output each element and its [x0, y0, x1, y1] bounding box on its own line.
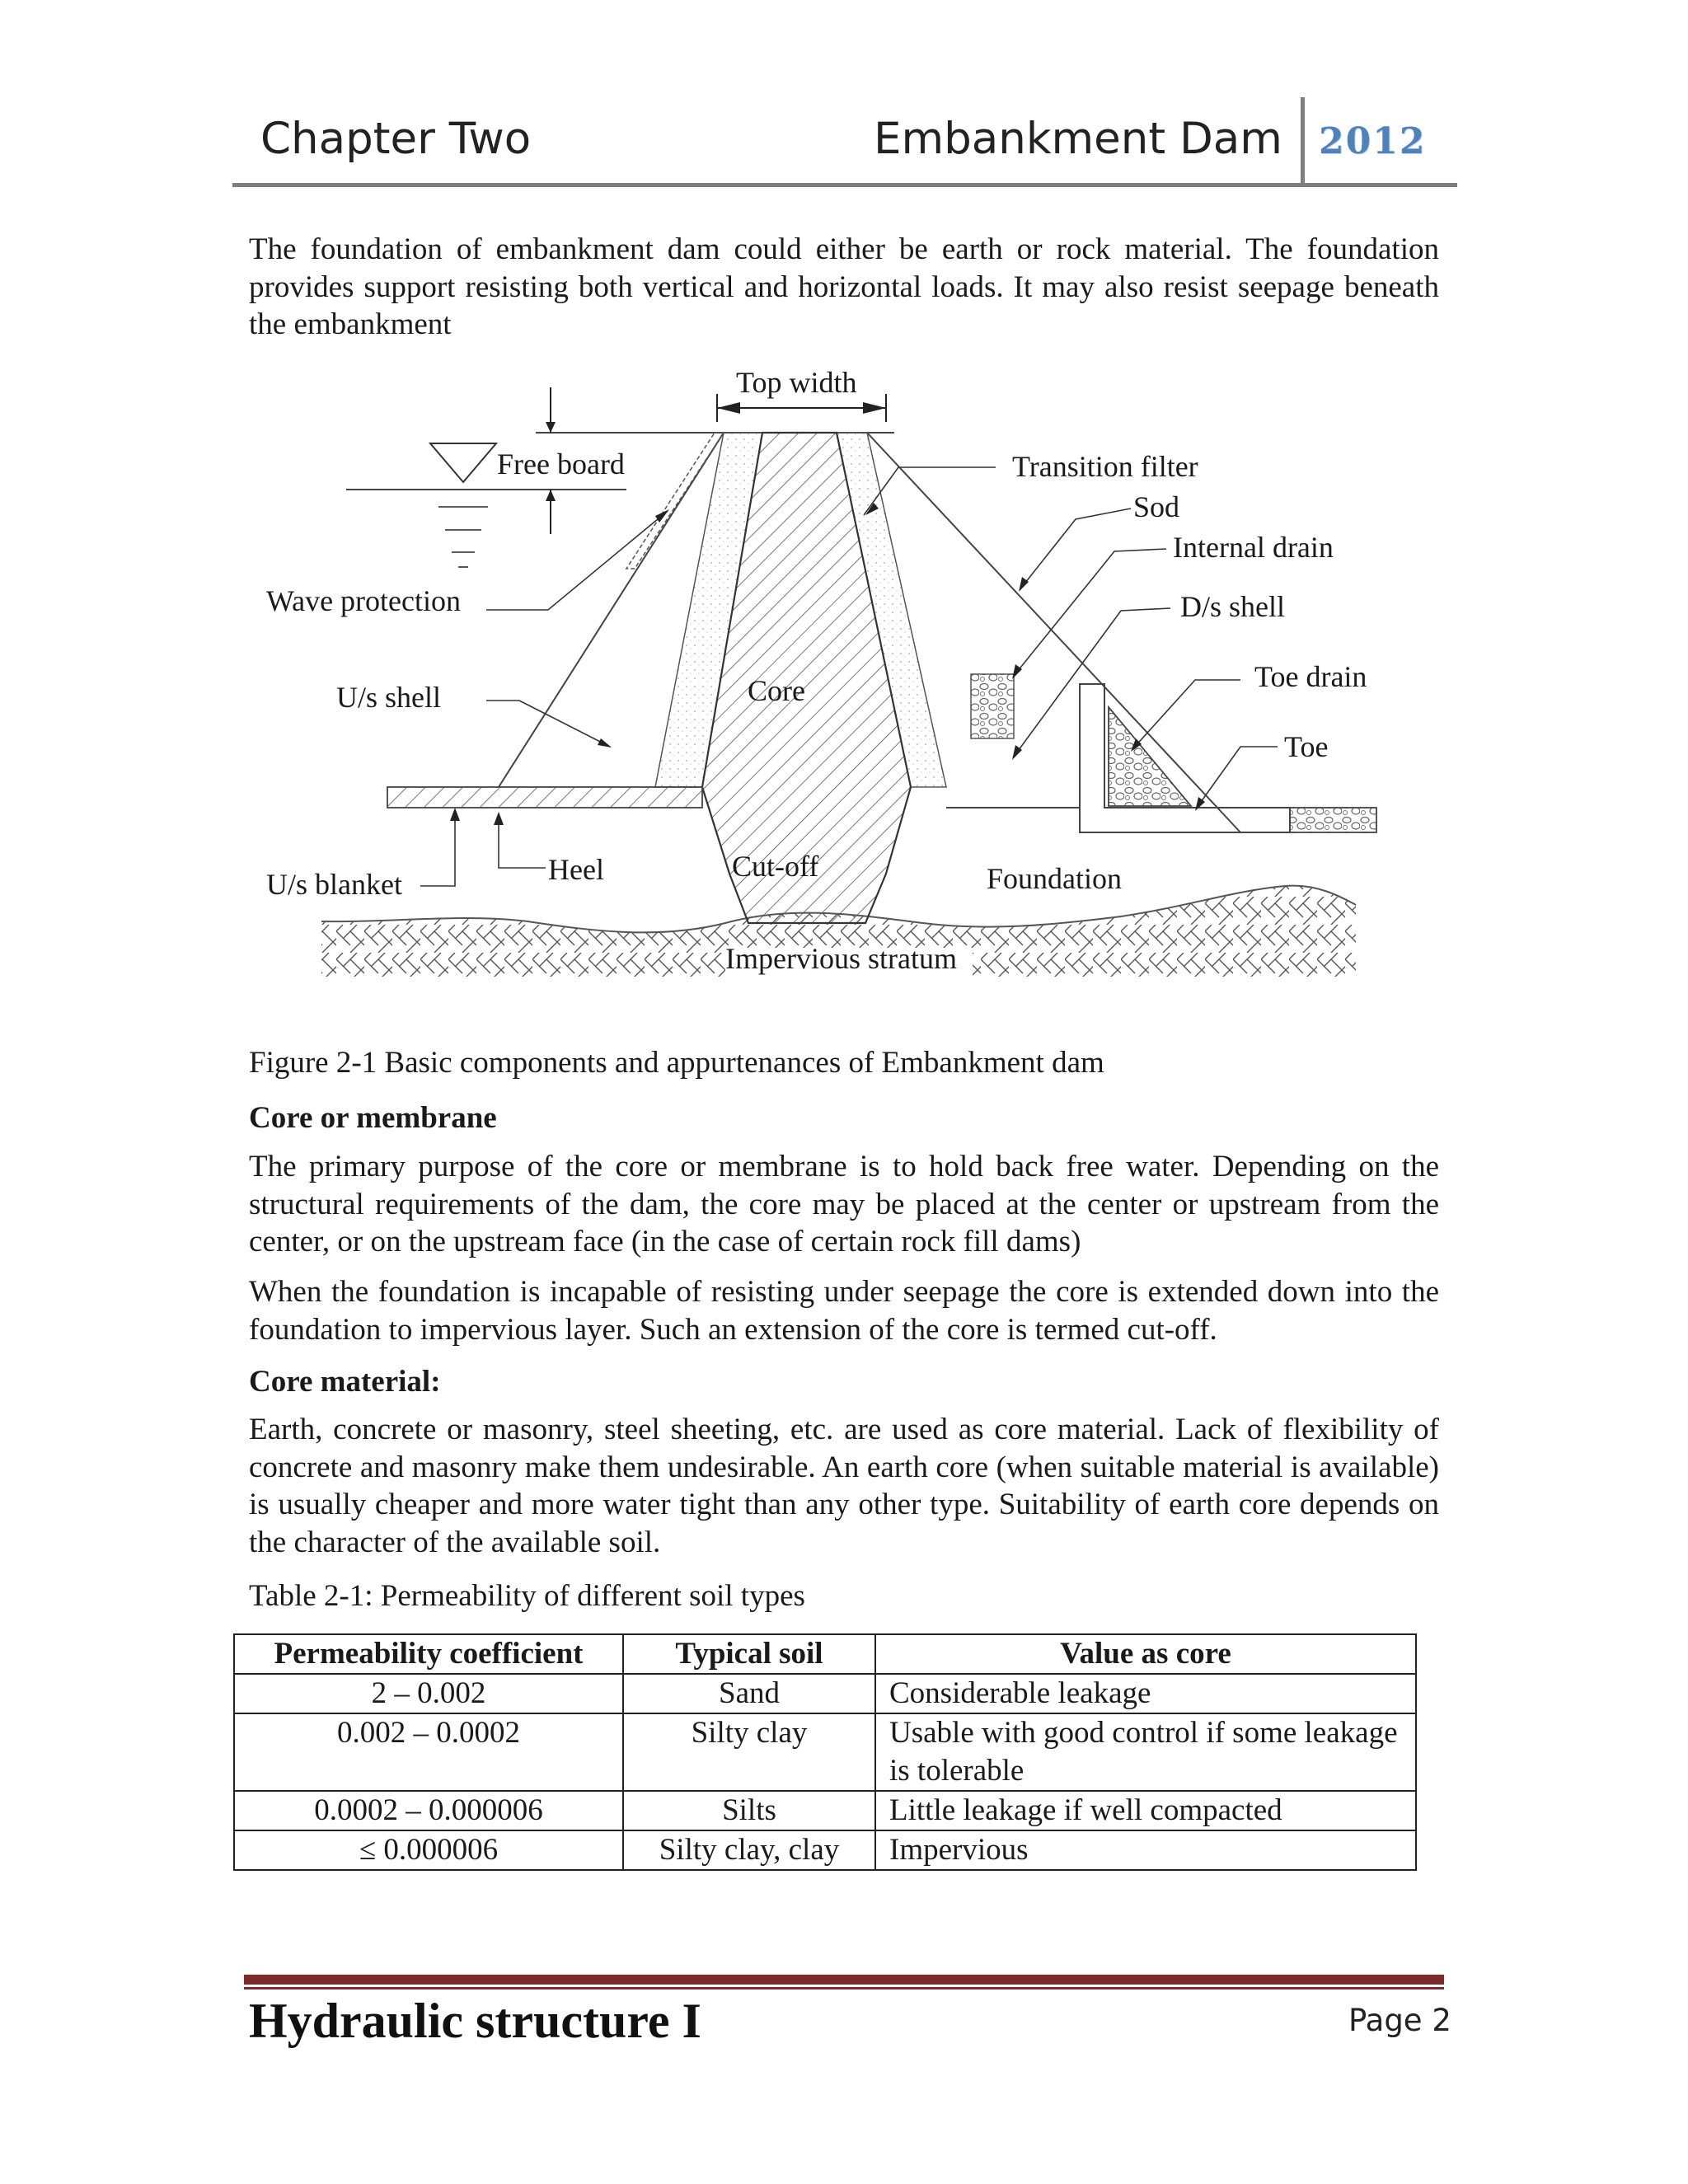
table-row — [234, 1791, 1416, 1830]
label-sod: Sod — [1133, 490, 1180, 523]
core-paragraph-2: When the foundation is incapable of resisting under seepage the core is extended down into the foundation to impervious layer. Such an extension of the core is termed cut-off. — [249, 1275, 1439, 1347]
toe-block — [1290, 808, 1376, 832]
label-top-width: Top width — [736, 366, 857, 399]
label-us-shell: U/s shell — [336, 681, 442, 714]
cell-soil: Silts — [623, 1791, 875, 1830]
header-permeability: Permeability coefficient — [234, 1634, 623, 1674]
footer-rule — [244, 1975, 1444, 1985]
label-cutoff: Cut-off — [732, 850, 819, 883]
label-internal-drain: Internal drain — [1173, 531, 1334, 564]
label-toe-drain: Toe drain — [1254, 660, 1367, 693]
table-caption: Table 2-1: Permeability of different soil types — [249, 1579, 805, 1613]
cell-value: Little leakage if well compacted — [875, 1791, 1416, 1830]
header-title: Embankment Dam — [874, 114, 1282, 164]
header-year: 2012 — [1319, 120, 1427, 162]
core-paragraph-1: The primary purpose of the core or membrane is to hold back free water. Depending on the structural requirements of the dam, the core may be placed at the center or upstream from the center, or on the upstream face (in the case of certain rock fill dams) — [249, 1150, 1439, 1258]
cell-permeability: ≤ 0.000006 — [234, 1830, 623, 1870]
label-foundation: Foundation — [987, 862, 1123, 895]
us-blanket — [387, 787, 702, 808]
label-ds-shell: D/s shell — [1180, 590, 1286, 623]
cell-soil: Sand — [623, 1674, 875, 1713]
permeability-table — [233, 1633, 1417, 1871]
core-material-paragraph: Earth, concrete or masonry, steel sheeting, etc. are used as core material. Lack of flexibility of concrete and masonry make them undesirable. An earth core (when suitable material is available) is usually cheaper and more water tight than any other type. Suitability of earth core depends on the character of the available soil. — [249, 1413, 1439, 1559]
toe-drain — [1109, 707, 1191, 806]
cell-value: Usable with good control if some leakage is tolerable — [875, 1713, 1416, 1791]
cell-soil: Silty clay, clay — [623, 1830, 875, 1870]
label-impervious-stratum: Impervious stratum — [725, 942, 957, 975]
label-us-blanket: U/s blanket — [266, 868, 402, 901]
figure-caption: Figure 2-1 Basic components and appurtenances of Embankment dam — [249, 1046, 1104, 1080]
table-header-row — [234, 1634, 1416, 1674]
table-row — [234, 1674, 1416, 1713]
label-wave-protection: Wave protection — [266, 584, 462, 617]
label-free-board: Free board — [497, 448, 625, 480]
table-row — [234, 1713, 1416, 1791]
cell-soil: Silty clay — [623, 1713, 875, 1791]
footer-rule-thin — [244, 1987, 1444, 1990]
header-typical-soil: Typical soil — [623, 1634, 875, 1674]
chapter-label: Chapter Two — [260, 114, 532, 164]
intro-paragraph: The foundation of embankment dam could either be earth or rock material. The foundation provides support resisting both vertical and horizontal loads. It may also resist seepage beneath the embankment — [249, 232, 1439, 341]
cell-value: Impervious — [875, 1830, 1416, 1870]
label-heel: Heel — [548, 853, 604, 886]
cell-permeability: 0.002 – 0.0002 — [234, 1713, 623, 1791]
table-row — [234, 1830, 1416, 1870]
label-transition-filter: Transition filter — [1012, 450, 1198, 483]
footer-title: Hydraulic structure I — [249, 1994, 701, 2048]
header-value-as-core: Value as core — [875, 1634, 1416, 1674]
heading-core-membrane: Core or membrane — [249, 1101, 497, 1135]
heading-core-material: Core material: — [249, 1365, 441, 1399]
label-core: Core — [748, 674, 805, 707]
embankment-dam-figure — [0, 0, 1688, 1038]
cell-permeability: 2 – 0.002 — [234, 1674, 623, 1713]
page-number: Page 2 — [1348, 2003, 1451, 2038]
label-toe: Toe — [1284, 730, 1329, 763]
cell-permeability: 0.0002 – 0.000006 — [234, 1791, 623, 1830]
cell-value: Considerable leakage — [875, 1674, 1416, 1713]
internal-drain-block — [971, 674, 1014, 738]
